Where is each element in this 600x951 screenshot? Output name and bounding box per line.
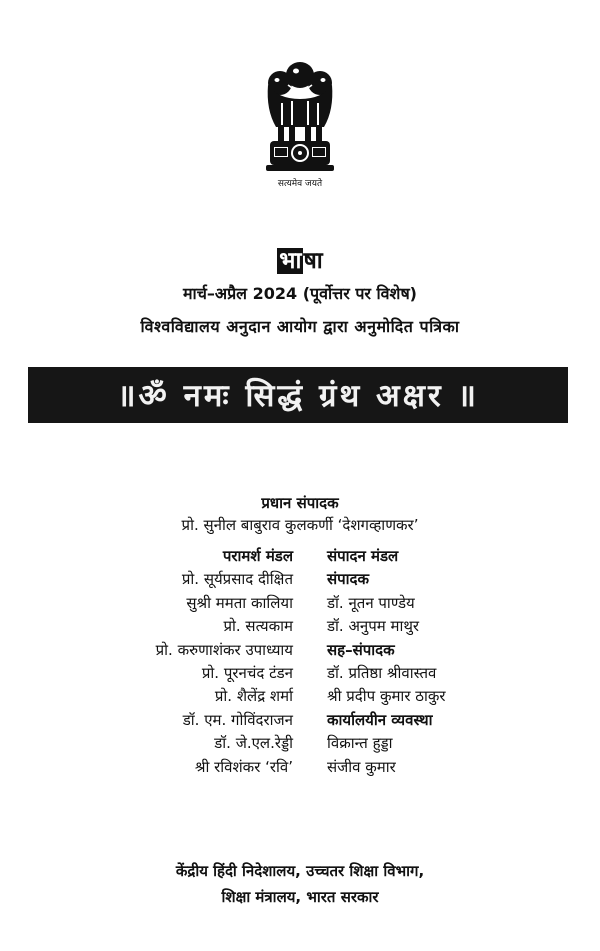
office-heading: कार्यालयीन व्यवस्था: [327, 710, 433, 729]
editorial-heading: संपादन मंडल: [327, 547, 399, 565]
advisory-member: प्रो. पूरनचंद टंडन: [201, 664, 293, 683]
advisory-member: प्रो. करुणाशंकर उपाध्याय: [155, 640, 293, 659]
lion-capital-icon: [252, 55, 348, 180]
banner-script-text: ॥ॐ नमः सिद्धं ग्रंथ अक्षर ॥: [116, 378, 479, 414]
advisory-member: सुश्री ममता कालिया: [186, 593, 293, 612]
co-editor-heading: सह–संपादक: [327, 640, 395, 659]
editor-name: डॉ. नूतन पाण्डेय: [327, 593, 415, 612]
advisory-board: [156, 545, 293, 779]
national-emblem: [252, 55, 348, 195]
approval-line: विश्वविद्यालय अनुदान आयोग द्वारा अनुमोदित पत्रिका: [140, 317, 460, 336]
advisory-member: डॉ. एम. गोविंदराजन: [182, 710, 293, 729]
chief-editor-heading: प्रधान संपादक: [261, 494, 339, 512]
emblem-motto: सत्यमेव जयते: [277, 179, 323, 189]
footer-line-2: शिक्षा मंत्रालय, भारत सरकार: [221, 888, 379, 906]
editorial-board: [327, 545, 445, 779]
editor-heading: संपादक: [327, 570, 370, 589]
advisory-member: श्री रविशंकर ‘रवि’: [194, 757, 293, 776]
footer-line-1: केंद्रीय हिंदी निदेशालय, उच्चतर शिक्षा विभाग,: [175, 862, 425, 880]
advisory-member: डॉ. जे.एल.रेड्डी: [214, 734, 293, 753]
script-banner: [28, 367, 568, 423]
title-rest: षा: [303, 248, 323, 274]
advisory-member: प्रो. सत्यकाम: [223, 617, 293, 636]
office-staff-name: संजीव कुमार: [327, 757, 396, 776]
chief-editor-name: प्रो. सुनील बाबुराव कुलकर्णी ‘देशगव्हाणकर’: [181, 516, 419, 534]
advisory-member: प्रो. शैलेंद्र शर्मा: [214, 687, 293, 706]
advisory-member: प्रो. सूर्यप्रसाद दीक्षित: [181, 570, 293, 589]
co-editor-name: डॉ. प्रतिष्ठा श्रीवास्तव: [327, 664, 437, 683]
editor-name: डॉ. अनुपम माथुर: [327, 617, 420, 636]
advisory-heading: परामर्श मंडल: [222, 547, 293, 565]
publisher-footer: [0, 858, 600, 910]
journal-title: [0, 243, 600, 275]
issue-line: मार्च–अप्रैल 2024 (पूर्वोत्तर पर विशेष): [182, 284, 417, 303]
co-editor-name: श्री प्रदीप कुमार ठाकुर: [327, 687, 446, 706]
title-first-letter: भा: [279, 248, 302, 274]
office-staff-name: विक्रान्त हुड्डा: [327, 734, 393, 753]
